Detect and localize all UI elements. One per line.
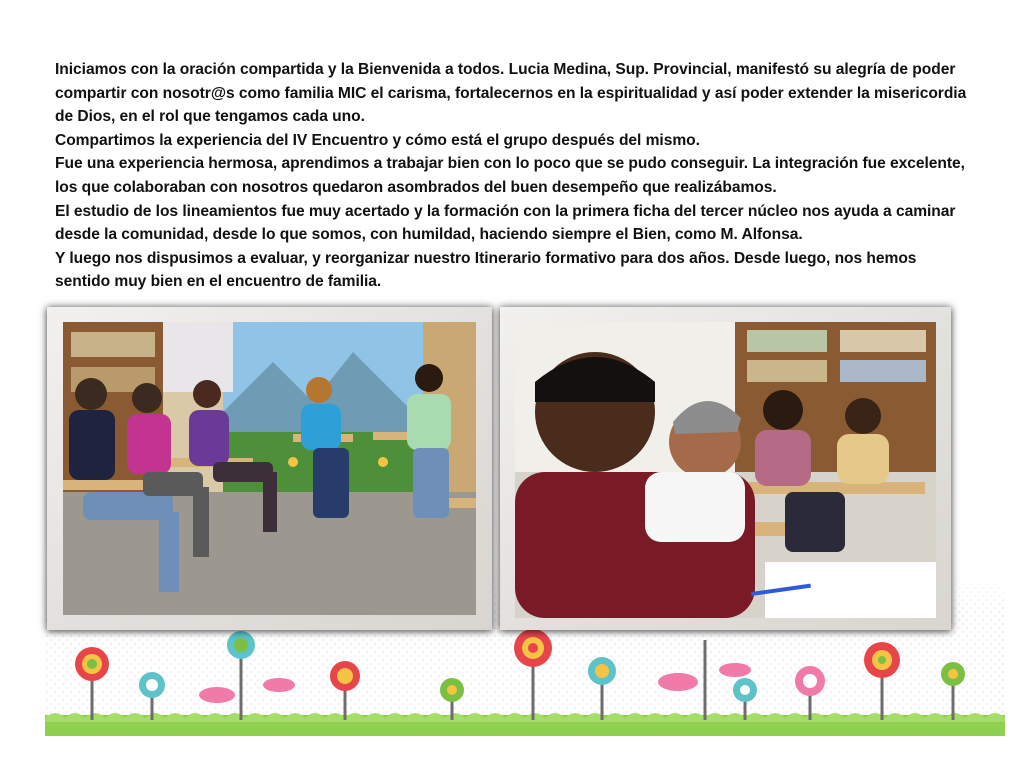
flower-icon xyxy=(139,672,165,698)
paragraph-integration: Fue una experiencia hermosa, aprendimos a trabajar bien con lo poco que se pudo conseguir. La integración fue excelente, los que colaboraban con nosotros quedaron asombrados del buen desempeño que realizábamos. xyxy=(55,155,965,196)
flower-icon xyxy=(588,657,616,685)
flower-icon xyxy=(75,647,109,681)
paragraph-evaluation: Y luego nos dispusimos a evaluar, y reorganizar nuestro Itinerario formativo para dos años. Desde luego, nos hemos sentido muy bien en el encuentro de familia. xyxy=(55,249,917,291)
group-meeting-photo xyxy=(63,322,476,615)
flower-icon xyxy=(941,662,965,686)
photo-frame-left xyxy=(47,307,492,630)
flower-icon xyxy=(514,629,552,667)
flower-icon xyxy=(227,631,255,659)
people-writing-photo xyxy=(515,322,936,618)
paragraph-welcome: Iniciamos con la oración compartida y la Bienvenida a todos. Lucia Medina, Sup. Provincial, manifestó su alegría de poder compartir con nosotr@s como familia MIC el carisma, fortalecernos en la espiritualidad y así poder extender la misericordia de Dios, en el rol que tengamos cada uno. xyxy=(55,61,967,126)
flower-icon xyxy=(864,642,900,678)
photo-frame-right xyxy=(500,307,951,630)
paragraph-experience: Compartimos la experiencia del IV Encuentro y cómo está el grupo después del mismo. xyxy=(55,131,700,149)
flower-icon xyxy=(440,678,464,702)
paragraph-study: El estudio de los lineamientos fue muy acertado y la formación con la primera ficha del tercer núcleo nos ayuda a caminar desde la comunidad, desde lo que somos, con humildad, haciendo siempre el Bien, como M. Alfonsa. xyxy=(55,202,956,244)
flower-icon xyxy=(733,678,757,702)
flower-icon xyxy=(330,661,360,691)
body-text xyxy=(55,58,975,294)
flower-icon xyxy=(795,666,825,696)
